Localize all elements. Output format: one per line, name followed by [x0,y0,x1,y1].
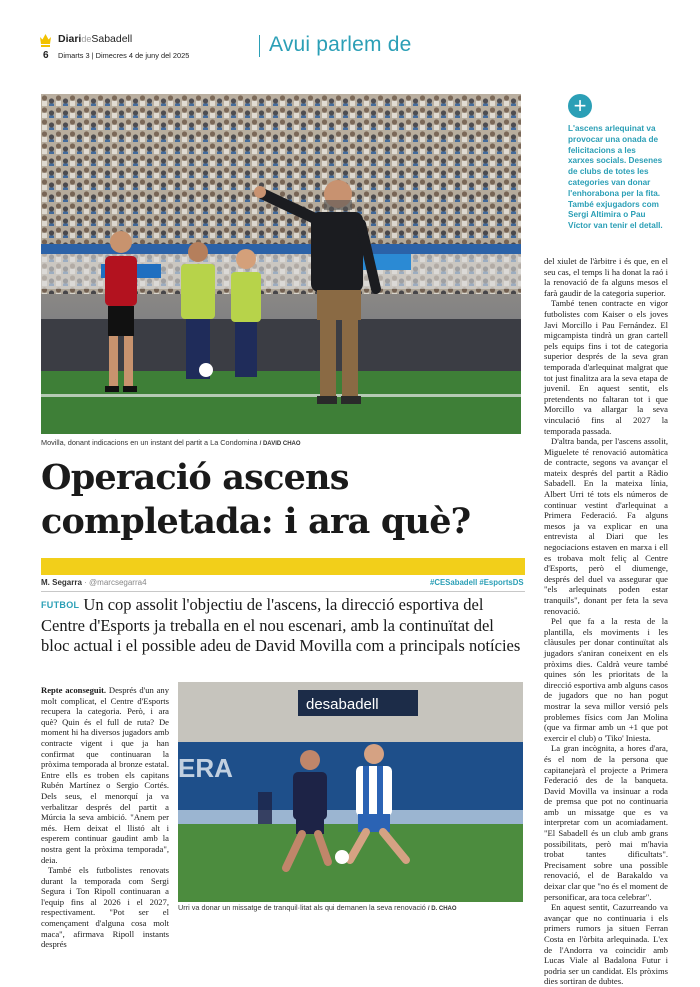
secondary-photo-credit: / D. CHAO [427,906,457,912]
author-name[interactable]: M. Segarra [41,578,82,587]
article-deck [41,595,523,657]
brand-de: de [81,34,92,44]
byline-rule [41,591,525,592]
body-paragraph: També tenen contracte en vigor futbolistes com Kaiser o els joves Javi Morcillo i Pau Fernández. El migcampista tindrà un gran cartell pels equips fins i tot de categoria superior després de la seva gran temporada d'arlequinat malgrat que tot just finalitza ara la seva etapa de juvenil. En aquest sentit, els pretendents no faltaran tot i que Morcillo va allargar la seva vinculació fins al 2027 la temporada passada. [544,298,668,436]
section-title: Avui parlem de [269,33,412,56]
highlight-bar [41,558,525,575]
hashtags[interactable]: #CESabadell #EsportsDS [430,578,524,587]
edition-date: Dimarts 3 | Dimecres 4 de juny del 2025 [58,51,190,60]
brand-name[interactable] [58,33,132,45]
author-handle[interactable]: @marcsegarra4 [89,578,147,587]
main-photo [41,94,521,434]
body-paragraph: del xiulet de l'àrbitre i és que, en el seu cas, el temps li ha donat la raó i la renovació de fa alguns mesos el farà gaudir de la categoria superior. [544,256,668,298]
body-paragraph: D'altra banda, per l'ascens assolit, Miguelete té renovació automàtica de contracte, segons va avançar el mateix després del partit a Ràdio Sabadell. En la mateixa línia, Albert Urri té tots els números de continuar vestint d'arlequinat a Primera Federació. Fa alguns mesos ja va explicar en una entrevista al Diari que les negociacions estaven en marxa i ell es trobava molt feliç al Centre d'Esports, però el diumenge, després del duel va assegurar que "els arlequinats poden estar tranquils", donant per feta la seva renovació. [544,436,668,616]
plus-icon: + [568,94,592,118]
body-paragraph: També els futbolistes renovats durant la temporada com Sergi Segura i Ton Ripoll continuaran a l'equip fins al 2026 i el 2027, respectivament. "Pot ser el començament d'alguna cosa molt maca", afirmava Ripoll instants després [41,865,169,950]
secondary-photo-caption [178,903,457,912]
main-photo-credit: / DAVID CHAO [259,441,301,447]
kicker-tag: FUTBOL [41,600,80,610]
body-column-left [41,685,169,950]
sponsor-text: ERA [178,753,233,783]
deck-text: Un cop assolit l'objectiu de l'ascens, la direcció esportiva del Centre d'Esports ja treballa en el nou escenari, amb la continuïtat del bloc actual i el possible adeu de David Movilla com a principals notícies [41,595,521,655]
brand-main: Diari [58,33,82,45]
article-headline [41,456,521,544]
body-paragraph: Pel que fa a la resta de la plantilla, els moviments i les clàusules per donar continuïtat als jugadors s'aniran coneixent en els pròxims dies. Caldrà veure també quines són les prioritats de la direcció esportiva amb alguns casos de jugadors que no han pogut mostrar la seva millor versió pels problemes físics com Jan Molina (que va firmar amb un +1 que pot exercir el club) o 'Tiko' Iniesta. [544,616,668,743]
body-column-right [544,256,668,987]
secondary-photo-caption-text: Urri va donar un missatge de tranquil·litat als qui demanen la seva renovació [178,903,426,912]
sidenote-text: L'ascens arlequinat va provocar una onada de felicitacions a les xarxes socials. Desenes de clubs de totes les categories van donar l'enhorabona per la fita. També exjugadors com Sergi Altimira o Pau Víctor van tenir el detall. [568,124,663,231]
body-paragraph: En aquest sentit, Cazurreando va avançar que no continuaria i els primers rumors ja situen Ferran Costa en l'òrbita arlequinada. L'ex de l'Andorra va coincidir amb Lucas Viale al Badalona Futur i podria ser un candidat. Els pròxims dies sortiran de dubtes. [544,902,668,987]
secondary-photo [178,682,523,902]
crown-logo-icon [40,33,51,47]
body-paragraph-text: Després d'un any molt complicat, el Centre d'Esports recupera la categoria. Però, i ara què? Quin és el full de ruta? De moment hi ha diversos jugadors amb contracte vigent i que ja han confirmat que continuaran la pròxima temporada al bronze estatal. Entre ells es troben els capitans Rubén Martínez o Sergio Cortés. Dels seus, el menorquí ja va verbalitzar després del partit a Múrcia la seva ambició. "Anem per més. Hem deixat el llistó alt i esperem continuar gaudint amb la nostra gent la pròxima temporada", deia. [41,685,169,865]
page-number: 6 [43,50,49,61]
body-paragraph [41,685,169,865]
lead-in: Repte aconseguit. [41,685,107,695]
main-photo-caption [41,438,301,447]
byline [41,578,147,587]
headline-line-2: completada: i ara què? [41,501,471,542]
byline-separator: · [84,578,87,587]
headline-line-1: Operació ascens [41,457,349,498]
brand-city: Sabadell [91,33,133,45]
scoreboard-text: desabadell [306,696,379,713]
main-photo-caption-text: Movilla, donant indicacions en un instant del partit a La Condomina [41,438,258,447]
body-paragraph: La gran incògnita, a hores d'ara, és el nom de la persona que capitanejarà el projecte a Primera Federació des de la banqueta. David Movilla va insinuar a roda de premsa que pot no continuaria amb un missatge que es va interpretar com un acomiadament. "El Sabadell és un club amb grans possibilitats, però mai m'havia trobat tantes dificultats". Precisament sobre una possible renovació, el de Barakaldo va deixar clar que "no és el moment de personificar, ara toca celebrar". [544,743,668,902]
header-divider [259,35,260,57]
